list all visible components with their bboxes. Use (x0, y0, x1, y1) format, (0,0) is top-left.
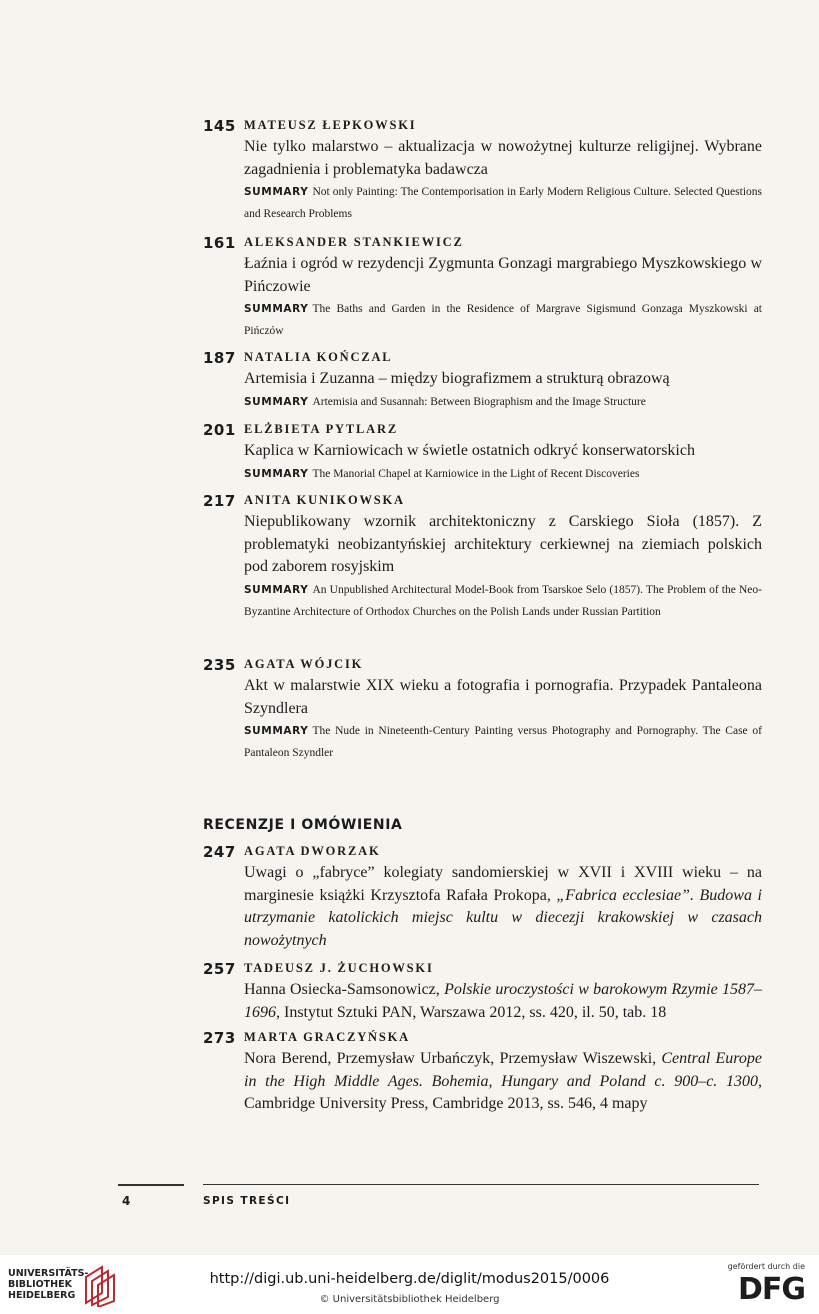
review-title (244, 1048, 762, 1116)
summary (244, 720, 762, 764)
page-number: 201 (203, 421, 236, 439)
summary (244, 391, 762, 413)
review-text-tail: , Instytut Sztuki PAN, Warszawa 2012, ss. 420, il. 50, tab. 18 (276, 1003, 667, 1021)
page-number: 247 (203, 843, 236, 861)
author-name: NATALIA KOŃCZAL (244, 350, 393, 364)
summary (244, 181, 762, 225)
footer-rule (203, 1184, 759, 1185)
summary-label: SUMMARY (244, 186, 309, 198)
summary-text: An Unpublished Architectural Model-Book from Tsarskoe Selo (1857). The Problem of the Neo-Byzantine Architecture of Orthodox Churches on the Polish Lands under Russian Partition (244, 583, 762, 618)
page-number: 257 (203, 960, 236, 978)
author-name: TADEUSZ J. ŻUCHOWSKI (244, 961, 434, 975)
book-title: „Fabrica ecclesiae”. Budowa i utrzymanie katolickich miejsc kultu w diecezji krakowskiej w czasach nowożytnych (244, 886, 763, 949)
author-name: ELŻBIETA PYTLARZ (244, 422, 398, 436)
library-line: HEIDELBERG (8, 1290, 76, 1301)
summary (244, 579, 762, 623)
summary-text: The Baths and Garden in the Residence of Margrave Sigismund Gonzaga Myszkowski at Pińczów (244, 303, 762, 337)
author-name: MATEUSZ ŁEPKOWSKI (244, 118, 417, 132)
page-number: 235 (203, 656, 236, 674)
author-name: MARTA GRACZYŃSKA (244, 1030, 410, 1044)
page-number: 161 (203, 234, 236, 252)
dfg-logo: DFG (737, 1272, 805, 1307)
author-name: AGATA WÓJCIK (244, 657, 364, 671)
summary-label: SUMMARY (244, 303, 309, 315)
footer-page-number: 4 (122, 1194, 131, 1208)
review-text-tail: , Cambridge University Press, Cambridge 2013, ss. 546, 4 mapy (244, 1072, 762, 1112)
summary (244, 463, 762, 485)
author-name: AGATA DWORZAK (244, 844, 381, 858)
review-text: Nora Berend, Przemysław Urbańczyk, Przemysław Wiszewski, (244, 1050, 662, 1067)
article-title: Akt w malarstwie XIX wieku a fotografia i pornografia. Przypadek Pantaleona Szyndlera (244, 677, 762, 717)
page-number: 187 (203, 349, 236, 367)
author-name: ALEKSANDER STANKIEWICZ (244, 235, 464, 249)
review-title (244, 862, 762, 952)
footer-title: SPIS TREŚCI (203, 1195, 291, 1207)
review-title (244, 979, 762, 1024)
summary-label: SUMMARY (244, 725, 309, 737)
summary-text: Not only Painting: The Contemporisation in Early Modern Religious Culture. Selected Questions and Research Problems (244, 186, 762, 220)
article-title: Kaplica w Karniowicach w świetle ostatnich odkryć konserwatorskich (244, 442, 695, 459)
article-title: Łaźnia i ogród w rezydencji Zygmunta Gonzagi margrabiego Myszkowskiego w Pińczowie (244, 255, 762, 295)
article-title: Niepublikowany wzornik architektoniczny z Carskiego Sioła (1857). Z problematyki neobizantyńskiej architektury cerkiewnej na ziemiach polskich pod zaborem rosyjskim (244, 513, 762, 575)
section-heading: RECENZJE I OMÓWIENIA (203, 817, 403, 833)
library-line: UNIVERSITÄTS- (8, 1268, 89, 1279)
summary-label: SUMMARY (244, 395, 309, 408)
book-title: Polskie uroczystości w barokowym Rzymie 1587–1696 (244, 981, 762, 1021)
copyright-notice: © Universitätsbibliothek Heidelberg (319, 1294, 500, 1305)
book-title: Central Europe in the High Middle Ages. Bohemia, Hungary and Poland c. 900–c. 1300 (244, 1050, 762, 1090)
permalink-url[interactable]: http://digi.ub.uni-heidelberg.de/diglit/modus2015/0006 (209, 1271, 610, 1287)
review-text: Uwagi o „fabryce” kolegiaty sandomierskiej w XVII i XVIII wieku – na marginesie książki Krzysztofa Rafała Prokopa, (244, 864, 762, 904)
summary-text: The Manorial Chapel at Karniowice in the Light of Recent Discoveries (312, 467, 640, 480)
page-number: 273 (203, 1029, 236, 1047)
summary-text: The Nude in Nineteenth-Century Painting versus Photography and Pornography. The Case of Pantaleon Szyndler (244, 725, 762, 759)
page-number: 217 (203, 492, 236, 510)
library-line: BIBLIOTHEK (8, 1279, 72, 1290)
author-name: ANITA KUNIKOWSKA (244, 493, 405, 507)
summary-label: SUMMARY (244, 467, 309, 480)
review-text: Hanna Osiecka-Samsonowicz, (244, 981, 445, 998)
page-number: 145 (203, 117, 236, 135)
summary-text: Artemisia and Susannah: Between Biographism and the Image Structure (312, 395, 646, 408)
funder-note: gefördert durch die (727, 1262, 805, 1271)
article-title: Nie tylko malarstwo – aktualizacja w nowożytnej kulturze religijnej. Wybrane zagadnienia i problematyka badawcza (244, 138, 762, 178)
article-title: Artemisia i Zuzanna – między biografizmem a strukturą obrazową (244, 370, 670, 387)
footer-rule-left (118, 1184, 184, 1186)
summary (244, 298, 762, 342)
summary-label: SUMMARY (244, 583, 309, 596)
